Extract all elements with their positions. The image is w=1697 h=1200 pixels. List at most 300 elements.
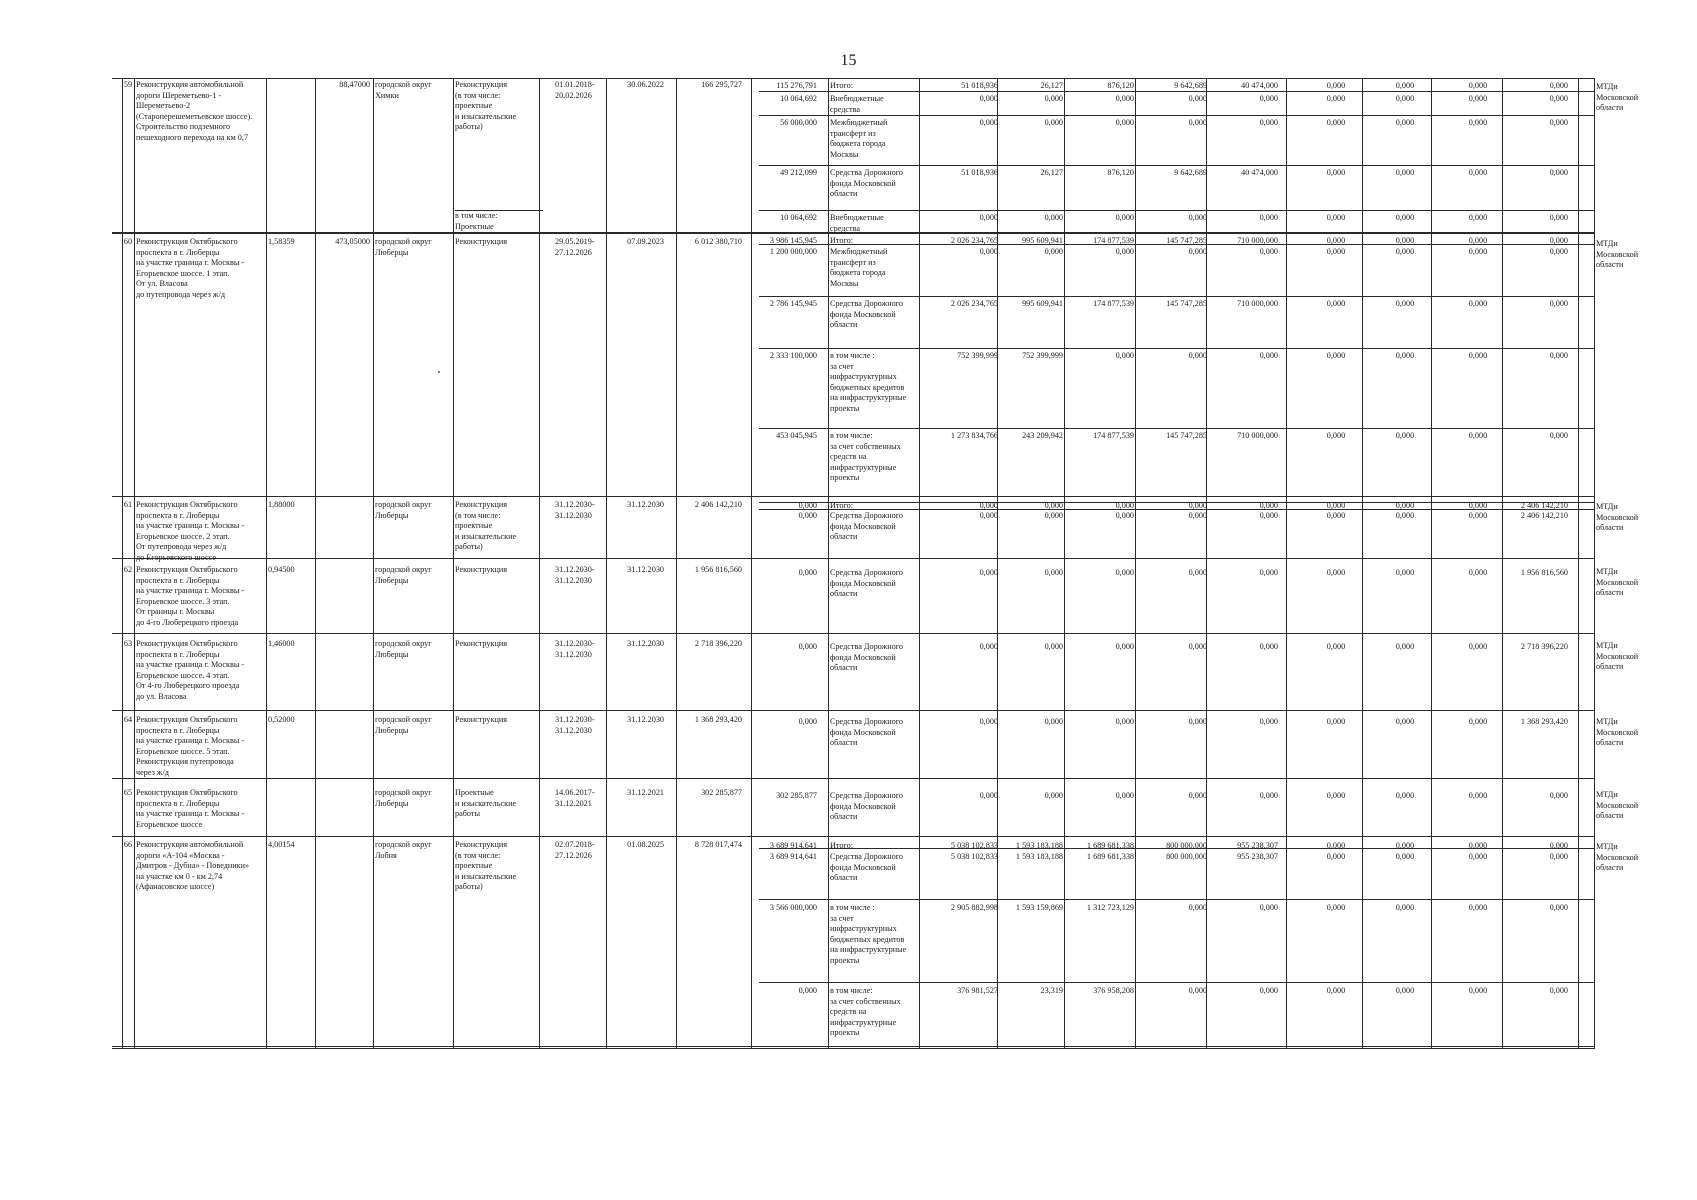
work-type: Реконструкция [455, 715, 508, 724]
funding-amount: 3 689 914,641 [769, 841, 817, 850]
work-period: 31.12.2030- 31.12.2030 [555, 565, 595, 585]
funding-v6: 0,000 [1326, 791, 1346, 800]
table-rule-vertical [676, 78, 677, 1048]
funding-v3: 174 877,539 [1093, 236, 1134, 245]
funding-v1: 51 018,936 [961, 168, 998, 177]
funding-amount: 0,000 [798, 717, 817, 726]
funding-v1: 0,000 [979, 717, 998, 726]
funding-v4: 145 747,285 [1166, 431, 1207, 440]
funding-v4: 0,000 [1188, 791, 1207, 800]
funding-source: в том числе: за счет собственных средств на инфраструктурные проекты [830, 431, 901, 483]
funding-v3: 0,000 [1115, 351, 1134, 360]
customer: МТДи Московской области [1596, 717, 1639, 748]
object-length: 1,88000 [268, 500, 295, 509]
customer: МТДи Московской области [1596, 567, 1639, 598]
funding-v3: 1 689 681,338 [1086, 841, 1134, 850]
funding-v3: 0,000 [1115, 791, 1134, 800]
funding-source: в том числе: за счет собственных средств на инфраструктурные проекты [830, 986, 901, 1038]
table-rule-vertical [828, 78, 829, 1048]
funding-v6: 0,000 [1326, 351, 1346, 360]
funding-amount: 0,000 [798, 986, 817, 995]
funding-v4: 0,000 [1188, 511, 1207, 520]
funding-v6: 0,000 [1326, 118, 1346, 127]
funding-v8: 0,000 [1468, 642, 1488, 651]
table-rule-vertical [1594, 78, 1595, 1048]
table-rule-horizontal [759, 296, 1595, 297]
funding-source: Межбюджетный трансферт из бюджета города Москвы [830, 247, 888, 288]
object-capacity: 88,47000 [339, 80, 370, 89]
funding-source: Средства Дорожного фонда Московской области [830, 852, 903, 883]
object-capacity: 473,05000 [335, 237, 370, 246]
funding-v5: 0,000 [1259, 351, 1278, 360]
page-number: 15 [840, 52, 857, 69]
funding-v4: 0,000 [1188, 986, 1207, 995]
funding-v8: 0,000 [1468, 501, 1488, 510]
table-rule-vertical [1286, 78, 1287, 1048]
table-rule-vertical [315, 78, 316, 1048]
object-name: Реконструкция Октябрьского проспекта в г. Люберцы на участке граница г. Москвы - Егорьевское шоссе. 3 этап. От границы г. Москвы до 4-го Люберецкого проезда [136, 565, 245, 627]
funding-v9: 1 956 816,560 [1520, 568, 1568, 577]
funding-amount: 302 285,877 [776, 791, 817, 800]
funding-v6: 0,000 [1326, 299, 1346, 308]
funding-v1: 0,000 [979, 94, 998, 103]
funding-v1: 2 905 882,998 [950, 903, 998, 912]
funding-v6: 0,000 [1326, 213, 1346, 222]
funding-v9: 2 406 142,210 [1520, 511, 1568, 520]
work-period: 02.07.2018- 27.12.2026 [555, 840, 595, 860]
funding-source: Внебюджетные средства [830, 213, 884, 233]
funding-v5: 0,000 [1259, 118, 1278, 127]
funding-v7: 0,000 [1395, 81, 1415, 90]
work-period: 01.01.2018- 20.02.2026 [555, 80, 595, 100]
total-cost: 302 285,877 [701, 788, 742, 797]
funding-v1: 0,000 [979, 791, 998, 800]
funding-v7: 0,000 [1395, 431, 1415, 440]
funding-v1: 2 026 234,765 [950, 299, 998, 308]
funding-amount: 2 333 100,000 [769, 351, 817, 360]
funding-v7: 0,000 [1395, 351, 1415, 360]
funding-v6: 0,000 [1326, 501, 1346, 510]
funding-v9: 0,000 [1549, 903, 1568, 912]
funding-v7: 0,000 [1395, 852, 1415, 861]
funding-v9: 0,000 [1549, 986, 1568, 995]
funding-v6: 0,000 [1326, 717, 1346, 726]
table-rule-horizontal [112, 1046, 1595, 1047]
table-rule-horizontal [112, 496, 1595, 497]
funding-v2: 0,000 [1044, 213, 1063, 222]
funding-amount: 10 064,692 [780, 213, 817, 222]
object-length: 1,58359 [268, 237, 295, 246]
funding-v1: 51 018,936 [961, 81, 998, 90]
funding-v5: 710 000,000 [1237, 299, 1278, 308]
funding-v2: 23,319 [1040, 986, 1063, 995]
funding-v5: 955 238,307 [1237, 852, 1278, 861]
total-cost: 1 368 293,420 [694, 715, 742, 724]
municipal-district: городской округ Люберцы [375, 639, 432, 659]
funding-v3: 376 958,208 [1093, 986, 1134, 995]
customer: МТДи Московской области [1596, 641, 1639, 672]
funding-v1: 376 981,527 [957, 986, 998, 995]
municipal-district: городской округ Люберцы [375, 565, 432, 585]
total-cost: 1 956 816,560 [694, 565, 742, 574]
table-rule-horizontal [112, 78, 1595, 79]
funding-v7: 0,000 [1395, 642, 1415, 651]
funding-v8: 0,000 [1468, 841, 1488, 850]
funding-v8: 0,000 [1468, 852, 1488, 861]
total-cost: 2 718 396,220 [694, 639, 742, 648]
funding-v9: 0,000 [1549, 247, 1568, 256]
funding-v9: 2 406 142,210 [1520, 501, 1568, 510]
table-rule-vertical [1064, 78, 1065, 1048]
funding-v8: 0,000 [1468, 236, 1488, 245]
table-rule-vertical [1431, 78, 1432, 1048]
funding-source: Средства Дорожного фонда Московской области [830, 717, 903, 748]
funding-v4: 0,000 [1188, 94, 1207, 103]
funding-v7: 0,000 [1395, 299, 1415, 308]
funding-v5: 710 000,000 [1237, 431, 1278, 440]
funding-amount: 0,000 [798, 511, 817, 520]
object-name: Реконструкция Октябрьского проспекта в г. Люберцы на участке граница г. Москвы - Егорьевское шоссе [136, 788, 245, 829]
funding-v9: 0,000 [1549, 852, 1568, 861]
funding-source: Средства Дорожного фонда Московской области [830, 299, 903, 330]
funding-v9: 1 368 293,420 [1520, 717, 1568, 726]
funding-v7: 0,000 [1395, 568, 1415, 577]
funding-v6: 0,000 [1326, 94, 1346, 103]
funding-v3: 0,000 [1115, 642, 1134, 651]
funding-v5: 0,000 [1259, 568, 1278, 577]
funding-v8: 0,000 [1468, 118, 1488, 127]
total-cost: 166 295,727 [701, 80, 742, 89]
funding-v9: 0,000 [1549, 841, 1568, 850]
funding-v1: 2 026 234,765 [950, 236, 998, 245]
funding-v9: 0,000 [1549, 351, 1568, 360]
funding-v8: 0,000 [1468, 791, 1488, 800]
table-rule-horizontal [759, 348, 1595, 349]
funding-source: Итого: [830, 501, 853, 510]
funding-v1: 0,000 [979, 118, 998, 127]
funding-v2: 1 593 159,869 [1015, 903, 1063, 912]
completion-date: 31.12.2030 [627, 500, 664, 509]
table-rule-vertical [751, 78, 752, 1048]
table-rule-vertical [919, 78, 920, 1048]
funding-v2: 243 209,942 [1022, 431, 1063, 440]
funding-v5: 0,000 [1259, 791, 1278, 800]
funding-v8: 0,000 [1468, 568, 1488, 577]
funding-v5: 710 000,000 [1237, 236, 1278, 245]
funding-v6: 0,000 [1326, 986, 1346, 995]
table-rule-horizontal [112, 558, 1595, 559]
object-length: 4,00154 [268, 840, 295, 849]
work-period: 31.12.2030- 31.12.2030 [555, 639, 595, 659]
funding-v4: 0,000 [1188, 642, 1207, 651]
funding-source: в том числе : за счет инфраструктурных бюджетных кредитов на инфраструктурные проекты [830, 903, 907, 965]
row-number: 59 [123, 80, 133, 89]
funding-source: Итого: [830, 81, 853, 90]
funding-v7: 0,000 [1395, 791, 1415, 800]
funding-v6: 0,000 [1326, 431, 1346, 440]
funding-amount: 0,000 [798, 642, 817, 651]
funding-v1: 0,000 [979, 511, 998, 520]
funding-v4: 0,000 [1188, 568, 1207, 577]
funding-v3: 0,000 [1115, 247, 1134, 256]
row-number: 60 [123, 237, 133, 246]
table-rule-vertical [134, 78, 135, 1048]
funding-v1: 752 399,999 [957, 351, 998, 360]
funding-amount: 10 064,692 [780, 94, 817, 103]
object-name: Реконструкция Октябрьского проспекта в г. Люберцы на участке граница г. Москвы - Егорьевское шоссе. 4 этап. От 4-го Люберецкого проезда до ул. Власова [136, 639, 245, 701]
funding-v7: 0,000 [1395, 236, 1415, 245]
funding-v6: 0,000 [1326, 81, 1346, 90]
funding-v3: 0,000 [1115, 568, 1134, 577]
funding-v2: 995 609,941 [1022, 299, 1063, 308]
funding-v1: 0,000 [979, 642, 998, 651]
funding-source: Итого: [830, 236, 853, 245]
funding-v7: 0,000 [1395, 511, 1415, 520]
funding-amount: 453 045,945 [776, 431, 817, 440]
funding-v3: 876,120 [1107, 81, 1134, 90]
customer: МТДи Московской области [1596, 842, 1639, 873]
funding-v5: 0,000 [1259, 903, 1278, 912]
funding-source: Средства Дорожного фонда Московской области [830, 791, 903, 822]
funding-v3: 0,000 [1115, 94, 1134, 103]
funding-amount: 3 566 000,000 [769, 903, 817, 912]
funding-v9: 2 718 396,220 [1520, 642, 1568, 651]
funding-v3: 876,120 [1107, 168, 1134, 177]
funding-v6: 0,000 [1326, 841, 1346, 850]
funding-v4: 0,000 [1188, 213, 1207, 222]
funding-v6: 0,000 [1326, 511, 1346, 520]
table-rule-vertical [539, 78, 540, 1048]
funding-v8: 0,000 [1468, 511, 1488, 520]
funding-v6: 0,000 [1326, 903, 1346, 912]
funding-amount: 3 986 145,945 [769, 236, 817, 245]
funding-v4: 0,000 [1188, 247, 1207, 256]
work-period: 31.12.2030- 31.12.2030 [555, 500, 595, 520]
funding-v7: 0,000 [1395, 903, 1415, 912]
funding-v9: 0,000 [1549, 168, 1568, 177]
funding-v8: 0,000 [1468, 247, 1488, 256]
funding-v9: 0,000 [1549, 94, 1568, 103]
funding-v5: 955 238,307 [1237, 841, 1278, 850]
funding-v5: 40 474,000 [1241, 168, 1278, 177]
funding-v9: 0,000 [1549, 791, 1568, 800]
object-length: 0,52000 [268, 715, 295, 724]
scan-speck [438, 371, 440, 373]
funding-v8: 0,000 [1468, 431, 1488, 440]
table-rule-vertical [1362, 78, 1363, 1048]
funding-v8: 0,000 [1468, 717, 1488, 726]
object-name: Реконструкция Октябрьского проспекта в г. Люберцы на участке граница г. Москвы - Егорьевское шоссе. 5 этап. Реконструкция путепровода через ж/д [136, 715, 245, 777]
funding-source: Межбюджетный трансферт из бюджета города Москвы [830, 118, 888, 159]
total-cost: 6 012 380,710 [694, 237, 742, 246]
funding-v2: 1 593 183,188 [1015, 841, 1063, 850]
funding-v4: 0,000 [1188, 501, 1207, 510]
funding-v8: 0,000 [1468, 213, 1488, 222]
funding-v2: 0,000 [1044, 247, 1063, 256]
table-rule-horizontal [759, 210, 1595, 211]
funding-v7: 0,000 [1395, 841, 1415, 850]
funding-v8: 0,000 [1468, 168, 1488, 177]
funding-v2: 752 399,999 [1022, 351, 1063, 360]
table-rule-vertical [266, 78, 267, 1048]
table-rule-vertical [453, 78, 454, 1048]
funding-v1: 0,000 [979, 568, 998, 577]
funding-amount: 2 786 145,945 [769, 299, 817, 308]
funding-v6: 0,000 [1326, 642, 1346, 651]
customer: МТДи Московской области [1596, 82, 1639, 113]
funding-source: Внебюджетные средства [830, 94, 884, 114]
work-period: 31.12.2030- 31.12.2030 [555, 715, 595, 735]
funding-amount: 1 200 000,000 [769, 247, 817, 256]
completion-date: 01.08.2025 [627, 840, 664, 849]
funding-v6: 0,000 [1326, 168, 1346, 177]
funding-v6: 0,000 [1326, 568, 1346, 577]
funding-source: Средства Дорожного фонда Московской области [830, 568, 903, 599]
table-rule-vertical [373, 78, 374, 1048]
funding-source: Средства Дорожного фонда Московской области [830, 168, 903, 199]
funding-v7: 0,000 [1395, 501, 1415, 510]
funding-v3: 0,000 [1115, 118, 1134, 127]
funding-v2: 0,000 [1044, 511, 1063, 520]
funding-v1: 5 038 102,833 [950, 852, 998, 861]
object-name: Реконструкция Октябрьского проспекта в г. Люберцы на участке граница г. Москвы - Егорьевское шоссе. 2 этап. От путепровода через ж/д до Егорьевского шоссе [136, 500, 245, 562]
funding-v2: 995 609,941 [1022, 236, 1063, 245]
funding-v1: 0,000 [979, 501, 998, 510]
object-length: 0,94500 [268, 565, 295, 574]
work-type: Реконструкция (в том числе: проектные и изыскательские работы) [455, 80, 517, 132]
object-name: Реконструкция автомобильной дороги «А-104 «Москва - Дмитров - Дубна» - Поведники» на участке км 0 - км 2,74 (Афанасовское шоссе) [136, 840, 250, 892]
funding-v4: 0,000 [1188, 717, 1207, 726]
customer: МТДи Московской области [1596, 239, 1639, 270]
object-name: Реконструкция Октябрьского проспекта в г. Люберцы на участке граница г. Москвы - Егорьевское шоссе. 1 этап. От ул. Власова до путепровода через ж/д [136, 237, 245, 299]
table-rule-horizontal [112, 710, 1595, 711]
funding-v2: 0,000 [1044, 717, 1063, 726]
funding-v3: 1 689 681,338 [1086, 852, 1134, 861]
work-type: Реконструкция (в том числе: проектные и изыскательские работы) [455, 840, 517, 892]
funding-v7: 0,000 [1395, 247, 1415, 256]
funding-v5: 0,000 [1259, 247, 1278, 256]
work-type: Реконструкция [455, 237, 508, 246]
funding-v4: 9 642,689 [1174, 168, 1207, 177]
funding-v3: 0,000 [1115, 501, 1134, 510]
funding-v3: 174 877,539 [1093, 299, 1134, 308]
funding-v9: 0,000 [1549, 213, 1568, 222]
funding-v8: 0,000 [1468, 94, 1488, 103]
funding-v8: 0,000 [1468, 299, 1488, 308]
funding-v8: 0,000 [1468, 986, 1488, 995]
table-rule-horizontal [112, 778, 1595, 779]
funding-v5: 0,000 [1259, 94, 1278, 103]
total-cost: 2 406 142,210 [694, 500, 742, 509]
funding-v8: 0,000 [1468, 351, 1488, 360]
table-rule-horizontal [759, 428, 1595, 429]
funding-v6: 0,000 [1326, 852, 1346, 861]
table-rule-vertical [1578, 78, 1579, 1048]
funding-v2: 0,000 [1044, 642, 1063, 651]
object-length: 1,46000 [268, 639, 295, 648]
funding-v5: 0,000 [1259, 717, 1278, 726]
funding-v7: 0,000 [1395, 986, 1415, 995]
funding-v3: 1 312 723,129 [1086, 903, 1134, 912]
funding-v1: 0,000 [979, 247, 998, 256]
municipal-district: городской округ Люберцы [375, 715, 432, 735]
funding-v9: 0,000 [1549, 431, 1568, 440]
funding-v8: 0,000 [1468, 903, 1488, 912]
funding-v3: 174 877,539 [1093, 431, 1134, 440]
work-type-note: в том числе: Проектные [455, 211, 498, 231]
work-type: Реконструкция [455, 639, 508, 648]
completion-date: 07.09.2023 [627, 237, 664, 246]
municipal-district: городской округ Люберцы [375, 788, 432, 808]
object-name: Реконструкция автомобильной дороги Шереметьево-1 - Шереметьево-2 (Староперешеметьевское шоссе). Строительство подземного пешеходного перехода на км 0,7 [136, 80, 253, 142]
funding-v2: 0,000 [1044, 501, 1063, 510]
funding-v4: 800 000,000 [1166, 852, 1207, 861]
funding-amount: 0,000 [798, 501, 817, 510]
funding-v5: 0,000 [1259, 986, 1278, 995]
funding-v2: 0,000 [1044, 791, 1063, 800]
funding-v5: 0,000 [1259, 642, 1278, 651]
funding-v5: 0,000 [1259, 501, 1278, 510]
funding-v9: 0,000 [1549, 81, 1568, 90]
row-number: 63 [123, 639, 133, 648]
table-rule-horizontal [112, 1048, 1595, 1049]
funding-v7: 0,000 [1395, 168, 1415, 177]
row-number: 61 [123, 500, 133, 509]
row-number: 62 [123, 565, 133, 574]
funding-v9: 0,000 [1549, 118, 1568, 127]
funding-amount: 115 276,791 [776, 81, 817, 90]
funding-v1: 1 273 834,766 [950, 431, 998, 440]
funding-v9: 0,000 [1549, 299, 1568, 308]
funding-source: Итого: [830, 841, 853, 850]
completion-date: 31.12.2021 [627, 788, 664, 797]
municipal-district: городской округ Лобня [375, 840, 432, 860]
funding-v2: 26,127 [1040, 81, 1063, 90]
work-period: 14.06.2017- 31.12.2021 [555, 788, 595, 808]
funding-v2: 26,127 [1040, 168, 1063, 177]
completion-date: 30.06.2022 [627, 80, 664, 89]
funding-v1: 5 038 102,833 [950, 841, 998, 850]
funding-v1: 0,000 [979, 213, 998, 222]
funding-v4: 0,000 [1188, 351, 1207, 360]
customer: МТДи Московской области [1596, 502, 1639, 533]
funding-v4: 0,000 [1188, 903, 1207, 912]
work-type: Реконструкция [455, 565, 508, 574]
funding-v6: 0,000 [1326, 236, 1346, 245]
funding-v7: 0,000 [1395, 213, 1415, 222]
funding-amount: 49 212,099 [780, 168, 817, 177]
funding-v5: 0,000 [1259, 213, 1278, 222]
table-rule-vertical [1502, 78, 1503, 1048]
table-rule-vertical [1135, 78, 1136, 1048]
funding-v2: 1 593 183,188 [1015, 852, 1063, 861]
funding-v3: 0,000 [1115, 511, 1134, 520]
funding-v6: 0,000 [1326, 247, 1346, 256]
funding-v2: 0,000 [1044, 94, 1063, 103]
table-rule-vertical [606, 78, 607, 1048]
funding-source: в том числе : за счет инфраструктурных бюджетных кредитов на инфраструктурные проекты [830, 351, 907, 413]
municipal-district: городской округ Люберцы [375, 500, 432, 520]
completion-date: 31.12.2030 [627, 715, 664, 724]
funding-v4: 0,000 [1188, 118, 1207, 127]
funding-source: Средства Дорожного фонда Московской области [830, 642, 903, 673]
table-rule-horizontal [759, 982, 1595, 983]
funding-v2: 0,000 [1044, 118, 1063, 127]
municipal-district: городской округ Люберцы [375, 237, 432, 257]
funding-v7: 0,000 [1395, 118, 1415, 127]
table-rule-horizontal [112, 633, 1595, 634]
funding-v4: 145 747,285 [1166, 299, 1207, 308]
